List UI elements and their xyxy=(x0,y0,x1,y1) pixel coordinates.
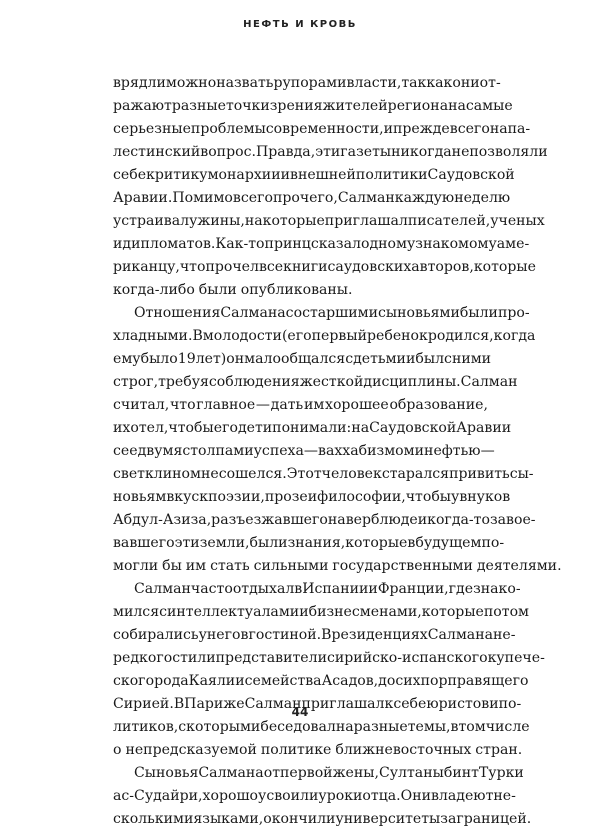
word: которые xyxy=(421,604,484,620)
word: сих xyxy=(395,673,421,689)
word: когда-либо xyxy=(113,282,195,298)
text-line xyxy=(113,716,530,739)
word: юристов xyxy=(426,696,490,712)
word: новьям xyxy=(113,489,167,505)
word: были xyxy=(459,305,498,321)
word: темы, xyxy=(407,719,451,735)
word: в xyxy=(240,627,249,643)
word: старшими xyxy=(302,305,379,321)
word: когда xyxy=(493,328,536,344)
word: дети xyxy=(237,420,273,436)
text-line xyxy=(113,808,532,831)
word: от xyxy=(263,765,280,781)
word: ее xyxy=(120,443,138,459)
word: семейства xyxy=(244,673,322,689)
word: двумя xyxy=(137,443,183,459)
word: себе xyxy=(393,696,427,712)
word: и xyxy=(280,167,291,183)
word: вкус xyxy=(166,489,200,505)
word: за xyxy=(440,811,457,827)
word: аме- xyxy=(496,236,530,252)
word: эти xyxy=(315,144,341,160)
word: Отношения xyxy=(134,305,221,321)
text-line xyxy=(113,371,518,394)
word: привить xyxy=(449,466,510,482)
word: требуя xyxy=(158,374,209,390)
word: Этот xyxy=(286,466,322,482)
word: беседовал xyxy=(260,719,336,735)
word: он xyxy=(226,351,245,367)
word: к xyxy=(384,696,394,712)
word: Саудовской xyxy=(369,420,457,436)
text-line xyxy=(113,210,545,233)
word: границей. xyxy=(456,811,532,827)
word: бы xyxy=(162,558,182,574)
word: что xyxy=(179,259,206,275)
word: В xyxy=(192,328,203,344)
word: от- xyxy=(479,75,501,91)
word: том xyxy=(458,719,486,735)
text-line xyxy=(113,325,536,348)
word: дать xyxy=(270,397,304,413)
word: главное xyxy=(196,397,256,413)
word: ему xyxy=(113,351,141,367)
word: могли xyxy=(113,558,159,574)
word: па- xyxy=(507,121,531,137)
word: ли xyxy=(147,75,166,91)
word: считал, xyxy=(113,397,170,413)
word: политике xyxy=(260,742,332,758)
word: первой xyxy=(280,765,333,781)
word: хотел, xyxy=(122,420,169,436)
word: ближневосточных xyxy=(335,742,472,758)
text-line xyxy=(113,164,515,187)
word: правящего xyxy=(447,673,529,689)
word: разные xyxy=(353,719,408,735)
word: власти, xyxy=(346,75,402,91)
word: прочел xyxy=(205,259,259,275)
text-line xyxy=(113,279,488,302)
word: и xyxy=(368,581,378,597)
word: и xyxy=(307,489,318,505)
word: Салман xyxy=(134,581,191,597)
word: строг, xyxy=(113,374,159,390)
text-line xyxy=(113,256,536,279)
word: и xyxy=(235,673,245,689)
word: соблюдения xyxy=(208,374,300,390)
word: приглашал xyxy=(324,213,408,229)
word: с xyxy=(159,604,167,620)
word: монархии xyxy=(207,167,281,183)
word: и xyxy=(113,420,123,436)
word: авторов, xyxy=(411,259,474,275)
word: Аравии. xyxy=(113,190,173,206)
word: уроки xyxy=(318,788,363,804)
word: завое- xyxy=(489,512,536,528)
word: никогда xyxy=(391,144,452,160)
word: — xyxy=(303,443,319,459)
word: хладными. xyxy=(113,328,193,344)
word: В xyxy=(321,627,332,643)
word: детьми xyxy=(353,351,406,367)
word: государственными xyxy=(332,558,473,574)
word: него xyxy=(206,627,241,643)
word: верблюде xyxy=(345,512,418,528)
text-line xyxy=(113,670,529,693)
word: мился xyxy=(113,604,160,620)
word: и xyxy=(405,351,416,367)
word: в xyxy=(294,581,303,597)
word: ребенок xyxy=(366,328,428,344)
word: на xyxy=(448,98,466,114)
text-line xyxy=(113,739,523,762)
word: резиденциях xyxy=(331,627,428,643)
word: философии, xyxy=(317,489,406,505)
word: разъезжавшего xyxy=(211,512,328,528)
word: стать xyxy=(210,558,250,574)
word: по- xyxy=(481,535,505,551)
text-line xyxy=(113,302,530,325)
word: современности, xyxy=(265,121,384,137)
word: понимали: xyxy=(272,420,352,436)
word: Испании xyxy=(302,581,369,597)
word: старался xyxy=(381,466,450,482)
word: с xyxy=(345,351,354,367)
word: стран. xyxy=(475,742,523,758)
word: жителей xyxy=(322,98,388,114)
word: чтобы xyxy=(168,420,214,436)
word: на xyxy=(489,121,508,137)
word: Франции, xyxy=(377,581,449,597)
word: Салман xyxy=(337,190,395,206)
word: с xyxy=(113,443,121,459)
word: университеты xyxy=(335,811,441,827)
word: ражают xyxy=(113,98,172,114)
word: языками, xyxy=(193,811,264,827)
word: не- xyxy=(493,627,516,643)
word: Сирией. xyxy=(113,696,174,712)
word: и xyxy=(414,443,425,459)
word: и xyxy=(383,121,394,137)
word: о xyxy=(113,742,122,758)
word: отдыхал xyxy=(232,581,295,597)
word: критику xyxy=(146,167,208,183)
word: на xyxy=(335,719,354,735)
word: так xyxy=(401,75,427,91)
word: книги xyxy=(283,259,328,275)
word: и xyxy=(299,604,309,620)
word: рода xyxy=(154,673,189,689)
text-line xyxy=(113,509,536,532)
word: ского xyxy=(113,673,155,689)
word: проблемы xyxy=(190,121,266,137)
word: которые xyxy=(473,259,536,275)
text-line xyxy=(113,785,516,808)
text-line xyxy=(113,647,545,670)
word: не xyxy=(200,466,219,482)
word: сколькими xyxy=(113,811,194,827)
word: столпами xyxy=(182,443,254,459)
word: (его xyxy=(281,328,312,344)
word: окончили xyxy=(263,811,336,827)
word: бизнесменами, xyxy=(308,604,422,620)
word: принц xyxy=(264,236,311,252)
text-line xyxy=(113,72,501,95)
word: писателей, xyxy=(407,213,491,229)
word: Саудовской xyxy=(427,167,515,183)
word: были xyxy=(249,535,288,551)
word: общался xyxy=(280,351,346,367)
running-title: НЕФТЬ И КРОВЬ xyxy=(243,19,357,30)
word: всего xyxy=(449,121,490,137)
word: молодости xyxy=(202,328,282,344)
word: на xyxy=(351,420,370,436)
word: часто xyxy=(190,581,233,597)
word: и xyxy=(417,512,428,528)
word: Сыновья xyxy=(134,765,199,781)
text-line xyxy=(113,463,534,486)
word: ученых xyxy=(490,213,545,229)
word: все xyxy=(258,259,284,275)
word: собирались xyxy=(113,627,199,643)
word: знания, xyxy=(287,535,346,551)
word: на xyxy=(244,213,263,229)
word: ними xyxy=(451,351,492,367)
word: непредсказуемой xyxy=(125,742,257,758)
word: интеллектуалами xyxy=(167,604,300,620)
word: пор xyxy=(420,673,448,689)
word: гостили xyxy=(156,650,216,666)
word: про- xyxy=(497,305,530,321)
word: земли, xyxy=(199,535,250,551)
word: было xyxy=(140,351,178,367)
word: себе xyxy=(113,167,147,183)
word: ваххабизмом xyxy=(318,443,415,459)
word: до xyxy=(378,673,396,689)
word: политики xyxy=(355,167,428,183)
word: региона xyxy=(387,98,449,114)
word: с xyxy=(444,351,452,367)
word: отца. xyxy=(362,788,401,804)
word: которые xyxy=(262,213,325,229)
word: Салман xyxy=(244,696,302,712)
word: зрения xyxy=(269,98,323,114)
word: деятелями. xyxy=(476,558,562,574)
word: ас-Судайри, xyxy=(113,788,203,804)
word: чтобы xyxy=(405,489,452,505)
word: В xyxy=(173,696,185,712)
page-number: 44 xyxy=(291,705,309,719)
text-line xyxy=(113,624,516,647)
word: которыми xyxy=(186,719,261,735)
word: был xyxy=(415,351,445,367)
word: они xyxy=(452,75,480,91)
word: на xyxy=(327,512,346,528)
word: опубликованы. xyxy=(240,282,353,298)
word: со xyxy=(285,305,303,321)
word: каждую xyxy=(394,190,455,206)
word: первый xyxy=(311,328,367,344)
word: назвать xyxy=(216,75,274,91)
word: саудовских xyxy=(327,259,412,275)
word: Асадов, xyxy=(321,673,379,689)
word: можно xyxy=(165,75,217,91)
word: Правда, xyxy=(255,144,316,160)
word: бинт xyxy=(443,765,479,781)
text-line xyxy=(113,532,505,555)
word: купече- xyxy=(487,650,545,666)
word: сы- xyxy=(509,466,534,482)
word: числе xyxy=(485,719,530,735)
word: прочего, xyxy=(272,190,338,206)
word: жены, xyxy=(332,765,379,781)
word: ужины, xyxy=(189,213,245,229)
text-line xyxy=(113,233,530,256)
word: прежде xyxy=(393,121,450,137)
word: — xyxy=(255,397,270,413)
word: будущем xyxy=(415,535,482,551)
word: самые xyxy=(465,98,513,114)
word: у xyxy=(451,489,460,505)
word: газеты xyxy=(340,144,392,160)
word: потом xyxy=(483,604,530,620)
word: сильными xyxy=(253,558,329,574)
word: и xyxy=(113,236,123,252)
text-line xyxy=(113,555,562,578)
word: риканцу, xyxy=(113,259,180,275)
word: неделю xyxy=(454,190,511,206)
word: не xyxy=(451,144,470,160)
word: которые xyxy=(345,535,408,551)
word: 19 xyxy=(177,351,196,367)
word: устраивал xyxy=(113,213,190,229)
word: внуков xyxy=(459,489,511,505)
text-line xyxy=(113,348,492,371)
text-line xyxy=(113,118,531,141)
word: Турки xyxy=(478,765,524,781)
word: знако- xyxy=(473,581,521,597)
word: Султаны xyxy=(378,765,444,781)
word: хорошее xyxy=(325,397,389,413)
text-line xyxy=(113,141,548,164)
word: одному xyxy=(360,236,416,252)
text-line xyxy=(113,762,524,785)
word: прозе xyxy=(264,489,308,505)
word: Каяли xyxy=(188,673,236,689)
word: Салмана xyxy=(198,765,264,781)
word: жесткой xyxy=(299,374,364,390)
word: в xyxy=(407,535,416,551)
word: литиков, xyxy=(113,719,179,735)
word: родился, xyxy=(427,328,494,344)
word: образование, xyxy=(389,397,488,413)
word: по- xyxy=(498,696,522,712)
word: Абдул-Азиза, xyxy=(113,512,212,528)
word: как xyxy=(426,75,453,91)
word: им xyxy=(303,397,325,413)
text-line xyxy=(113,187,511,210)
word: лет) xyxy=(195,351,227,367)
word: не- xyxy=(493,788,516,804)
word: приглашал xyxy=(301,696,385,712)
word: сыновьями xyxy=(378,305,460,321)
word: эти xyxy=(174,535,200,551)
word: у xyxy=(198,627,207,643)
text-line xyxy=(113,95,513,118)
word: что xyxy=(169,397,196,413)
word: Аравии xyxy=(456,420,512,436)
word: Салман xyxy=(460,374,518,390)
word: усвоили xyxy=(258,788,319,804)
word: вопрос. xyxy=(200,144,256,160)
word: сказал xyxy=(310,236,361,252)
word: всего xyxy=(232,190,273,206)
word: успеха xyxy=(253,443,304,459)
word: к xyxy=(199,489,209,505)
word: Салмана xyxy=(427,627,493,643)
word: мало xyxy=(244,351,281,367)
word: сошелся. xyxy=(218,466,287,482)
word: когда-то xyxy=(427,512,490,528)
word: редко xyxy=(113,650,157,666)
word: с xyxy=(178,719,187,735)
word: дисциплины. xyxy=(363,374,461,390)
word: его xyxy=(213,420,238,436)
word: знакомому xyxy=(415,236,497,252)
word: Париже xyxy=(184,696,245,712)
text-line xyxy=(113,486,511,509)
word: внешней xyxy=(290,167,356,183)
word: сирийско-испанского xyxy=(327,650,488,666)
word: Они xyxy=(400,788,431,804)
word: человек xyxy=(321,466,382,482)
word: вряд xyxy=(113,75,148,91)
word: лестинский xyxy=(113,144,201,160)
word: гостиной. xyxy=(248,627,322,643)
text-line xyxy=(113,578,521,601)
word: и xyxy=(489,696,499,712)
word: поэзии, xyxy=(208,489,265,505)
word: рупорами xyxy=(273,75,347,91)
text-line xyxy=(113,601,530,624)
text-line xyxy=(113,394,488,417)
word: им xyxy=(185,558,207,574)
word: Салмана xyxy=(220,305,286,321)
word: Помимо xyxy=(172,190,233,206)
word: где xyxy=(448,581,474,597)
word: хорошо xyxy=(202,788,259,804)
text-line xyxy=(113,417,512,440)
text-line xyxy=(113,440,495,463)
word: нефтью xyxy=(424,443,481,459)
word: были xyxy=(198,282,237,298)
word: Как-то xyxy=(215,236,265,252)
word: вавшего xyxy=(113,535,175,551)
word: серьезные xyxy=(113,121,191,137)
word: представители xyxy=(215,650,327,666)
word: дипломатов. xyxy=(122,236,216,252)
word: в xyxy=(450,719,459,735)
word: владеют xyxy=(431,788,494,804)
word: свет xyxy=(113,466,145,482)
word: разные xyxy=(171,98,226,114)
word: — xyxy=(480,443,495,459)
word: точки xyxy=(225,98,270,114)
word: клином xyxy=(144,466,201,482)
word: позволяли xyxy=(469,144,548,160)
